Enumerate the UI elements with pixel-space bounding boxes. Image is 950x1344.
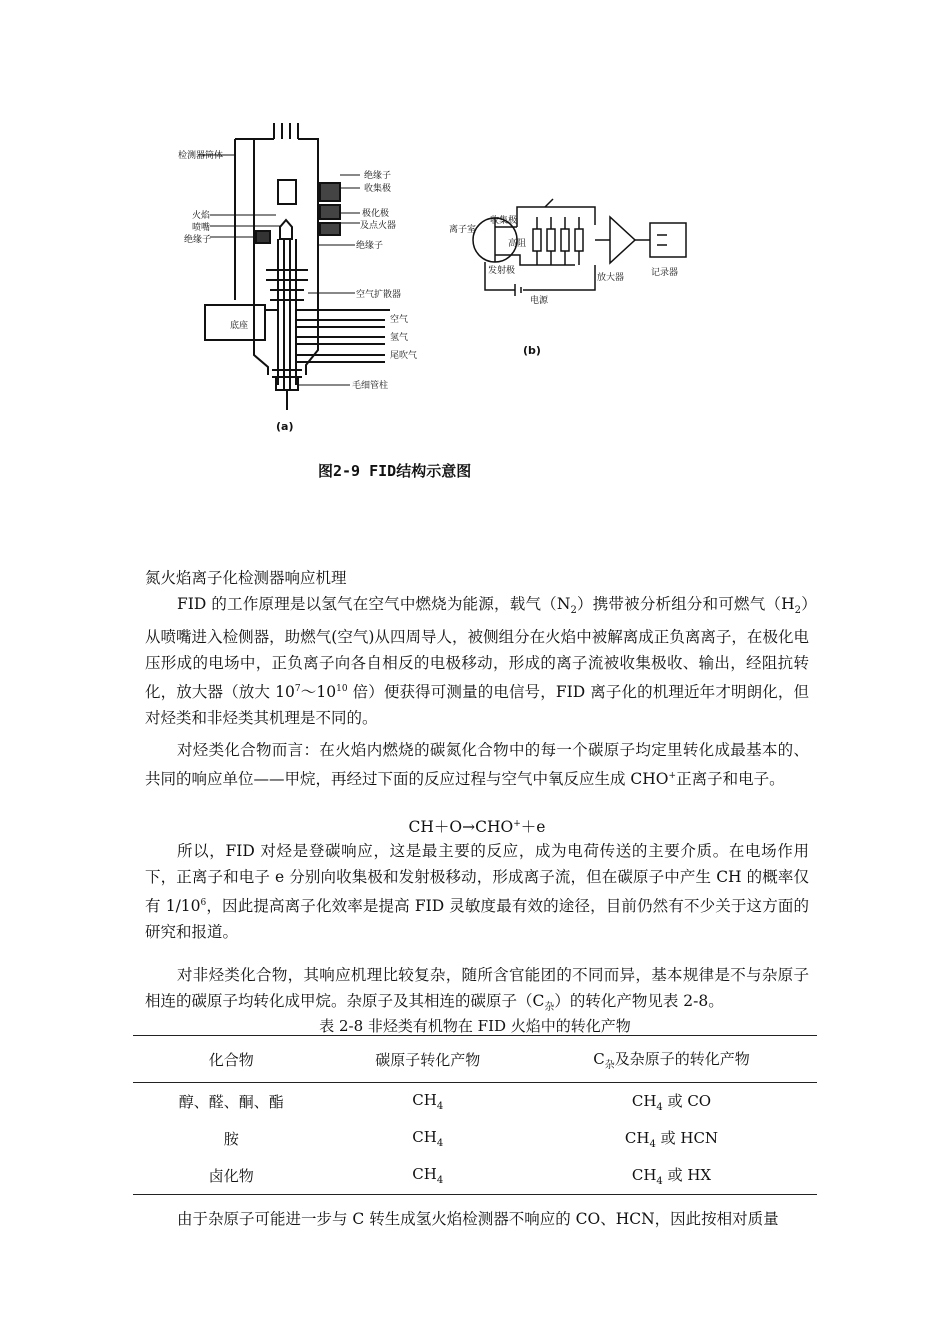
paragraph-3: 所以，FID 对烃是登碳响应，这是最主要的反应，成为电荷传送的主要介质。在电场作用下，正离子和电子 e 分别向收集极和发射极移动，形成离子流，但在碳原子中产生 CH 的概率仅有 $1/10^6$，因此提高离子化效率是提高 FID 灵敏度最有效的途径，目前仍然有不少关于这方面的研究和报道。 — [145, 842, 809, 942]
label-recorder: 记录器 — [651, 268, 679, 278]
cell-compound: 醇、醛、酮、酯 — [178, 1093, 284, 1111]
label-b-collector: 收集极 — [490, 216, 518, 226]
section-heading: 氮火焰离子化检测器响应机理 — [145, 569, 347, 587]
label-capillary: 毛细管柱 — [352, 381, 389, 391]
label-emitter: 发射极 — [488, 266, 516, 276]
table-row — [133, 1083, 817, 1121]
label-air-diffuser: 空气扩散器 — [356, 290, 402, 300]
figure-caption: 图2-9 FID结构示意图 — [318, 462, 472, 480]
label-ion-chamber: 离子室 — [449, 225, 477, 235]
table-header-row — [133, 1036, 817, 1083]
table-row — [133, 1157, 817, 1195]
paragraph-2: 对烃类化合物而言：在火焰内燃烧的碳氮化合物中的每一个碳原子均定里转化成最基本的、共同的响应单位——甲烷，再经过下面的反应过程与空气中氧反应生成 CHO+正离子和电子。 — [145, 741, 809, 789]
subfigure-a-label: (a) — [276, 420, 294, 433]
label-insulator-right: 绝缘子 — [356, 241, 384, 251]
cell-compound: 胺 — [223, 1130, 239, 1148]
conversion-table — [133, 1035, 817, 1195]
cell-carbon-product: $CH_4$ — [412, 1091, 444, 1112]
subfigure-b-label: (b) — [523, 344, 541, 357]
cell-hetero-product: $CH_4$ 或 HCN — [624, 1129, 719, 1150]
label-insulator-left: 绝缘子 — [184, 235, 212, 245]
paragraph-5: 由于杂原子可能进一步与 C 转生成氢火焰检测器不响应的 CO、HCN，因此按相对质量 — [177, 1210, 779, 1228]
paragraph-4: 对非烃类化合物，其响应机理比较复杂，随所含官能团的不同而异，基本规律是不与杂原子相连的碳原子均转化成甲烷。杂原子及其相连的碳原子$(C_杂)$的转化产物见表 2-8。 — [145, 966, 809, 1014]
label-collector: 收集极 — [364, 184, 392, 194]
label-polarizer: 极化极 — [362, 209, 390, 219]
cell-hetero-product: $CH_4$ 或 CO — [631, 1092, 712, 1113]
label-makeup-gas: 尾吹气 — [390, 351, 418, 361]
label-insulator-top: 绝缘子 — [364, 171, 392, 181]
label-air: 空气 — [390, 315, 409, 325]
label-igniter: 及点火器 — [360, 221, 397, 231]
table-row — [133, 1120, 817, 1157]
header-compound: 化合物 — [133, 1036, 329, 1083]
label-detector-body: 检测器筒体 — [178, 151, 224, 161]
table-caption: 表 2-8 非烃类有机物在 FID 火焰中的转化产物 — [319, 1017, 631, 1035]
cell-hetero-product: $CH_4$ 或 HX — [526, 1157, 817, 1195]
paragraph-1: FID 的工作原理是以氢气在空气中燃烧为能源，载气$(N_2)$携带被分析组分和可燃气$(H_2)$从喷嘴进入检侧器，助燃气(空气)从四周导人，被侧组分在火焰中被解离成正负离离子，在极化电压形成的电场中，正负离子向各自相反的电极移动，形成的离子流被收集极收、输出，经阻抗转化，放大器（放大 $10^7\sim 10^{10}$ 倍）便获得可测量的电信号，FID 离子化的机理近年才明朗化，但对烃类和非烃类其机理是不同的。 — [145, 595, 809, 728]
fid-circuit-diagram — [445, 195, 695, 310]
cell-carbon-product: $CH_4$ — [329, 1157, 525, 1195]
label-hydrogen: 氢气 — [390, 333, 409, 343]
label-base: 底座 — [230, 321, 249, 331]
cell-carbon-product: $CH_4$ — [412, 1128, 444, 1149]
reaction-equation: CH＋O→CHO+＋e — [408, 818, 546, 836]
label-amplifier: 放大器 — [597, 273, 625, 283]
cell-compound: 卤化物 — [133, 1157, 329, 1195]
label-high-resistance: 高阻 — [508, 239, 527, 249]
label-flame: 火焰 — [192, 211, 211, 221]
header-hetero-product: $C_杂$及杂原子的转化产物 — [526, 1036, 817, 1083]
label-power: 电源 — [530, 296, 549, 306]
header-carbon-product: 碳原子转化产物 — [329, 1036, 525, 1083]
label-nozzle: 喷嘴 — [192, 223, 211, 233]
